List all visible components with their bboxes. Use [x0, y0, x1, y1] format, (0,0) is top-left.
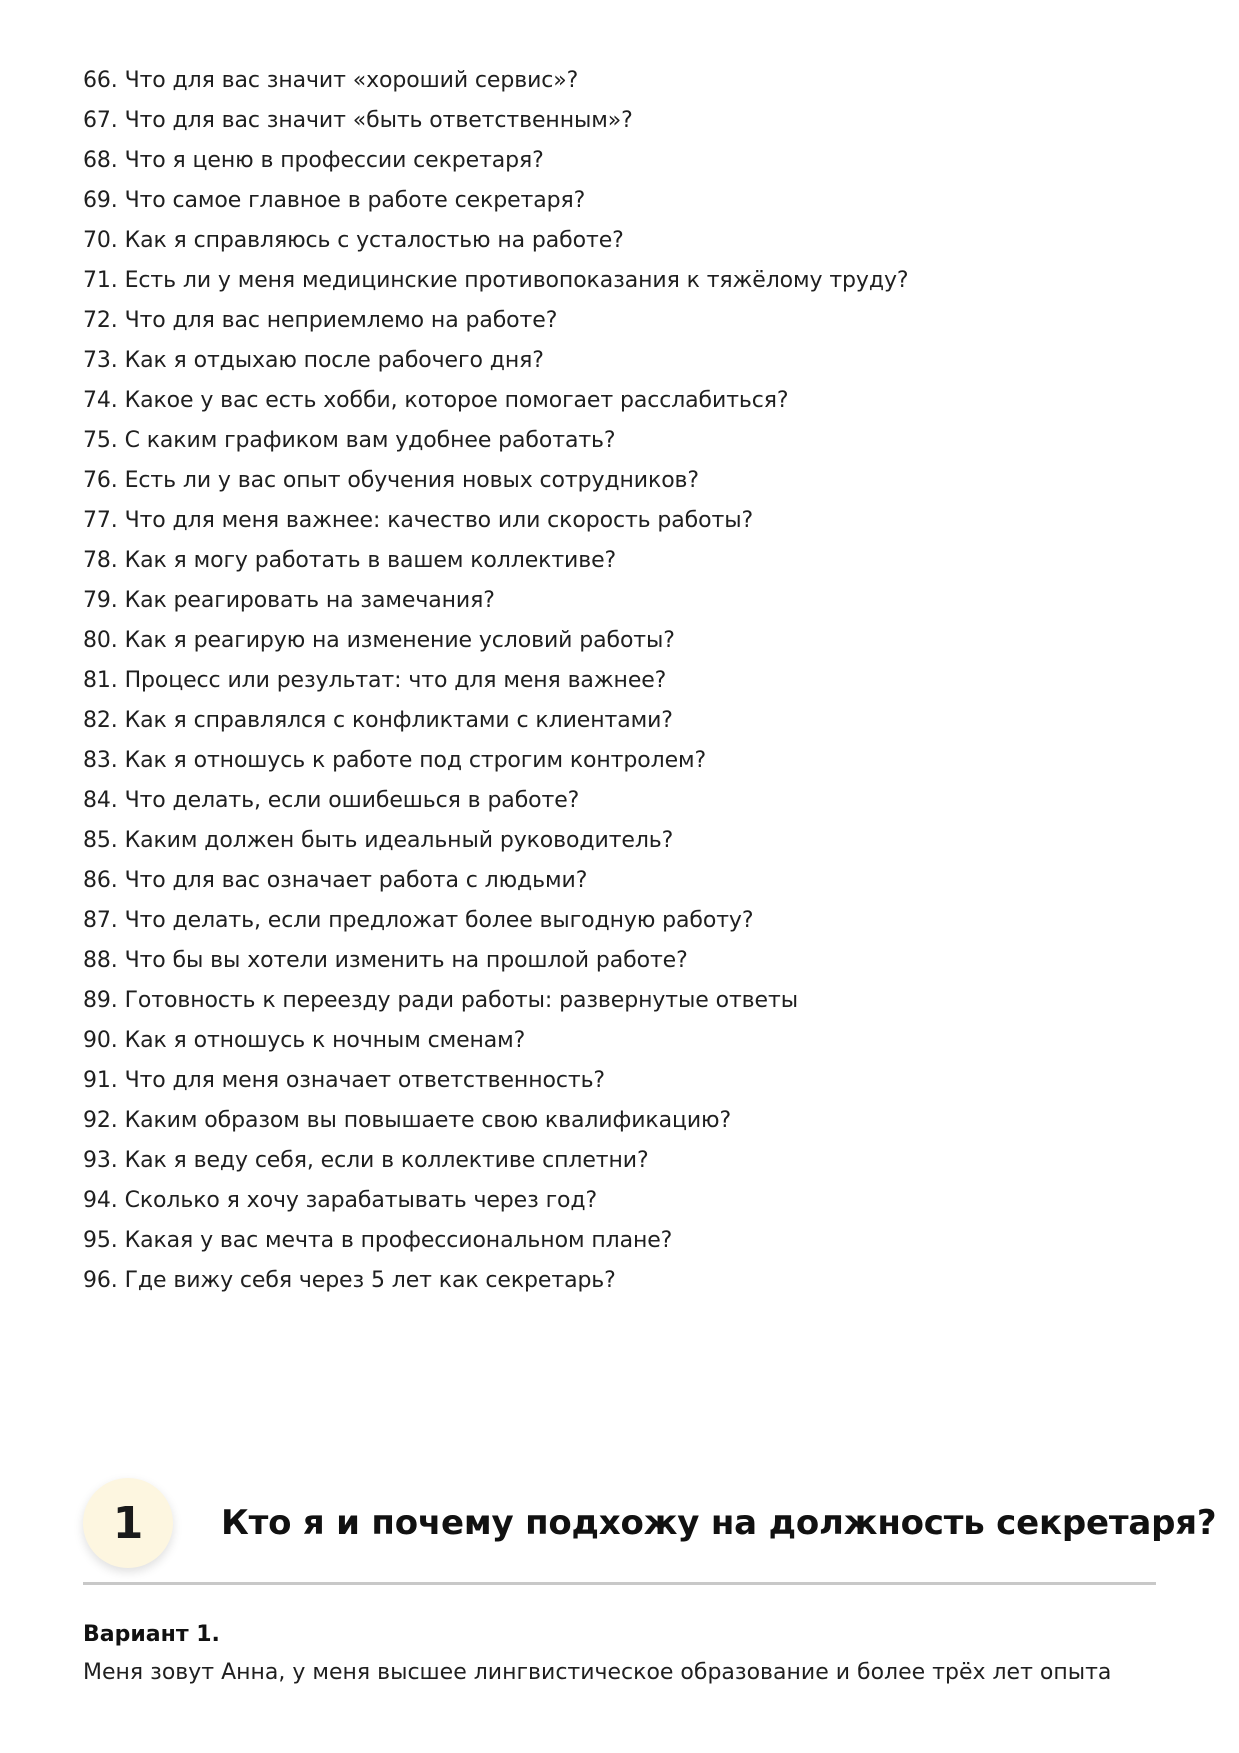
question-item: 87. Что делать, если предложат более выгодную работу?: [83, 908, 754, 933]
question-item: 76. Есть ли у вас опыт обучения новых сотрудников?: [83, 468, 699, 493]
question-item: 94. Сколько я хочу зарабатывать через год?: [83, 1188, 598, 1213]
question-item: 72. Что для вас неприемлемо на работе?: [83, 308, 558, 333]
answer-section: [83, 1478, 1217, 1585]
question-item: 85. Каким должен быть идеальный руководитель?: [83, 828, 674, 853]
section-number-badge: 1: [83, 1478, 173, 1568]
question-item: 77. Что для меня важнее: качество или скорость работы?: [83, 508, 754, 533]
question-item: 67. Что для вас значит «быть ответственным»?: [83, 108, 633, 133]
variant-text: Меня зовут Анна, у меня высшее лингвистическое образование и более трёх лет опыта: [83, 1660, 1112, 1685]
question-item: 96. Где вижу себя через 5 лет как секретарь?: [83, 1268, 616, 1293]
question-item: 81. Процесс или результат: что для меня важнее?: [83, 668, 667, 693]
question-item: 79. Как реагировать на замечания?: [83, 588, 495, 613]
question-item: 68. Что я ценю в профессии секретаря?: [83, 148, 544, 173]
question-item: 75. С каким графиком вам удобнее работать?: [83, 428, 616, 453]
question-item: 70. Как я справляюсь с усталостью на работе?: [83, 228, 624, 253]
question-item: 82. Как я справлялся с конфликтами с клиентами?: [83, 708, 673, 733]
section-title: Кто я и почему подхожу на должность секретаря?: [221, 1503, 1217, 1543]
question-item: 74. Какое у вас есть хобби, которое помогает расслабиться?: [83, 388, 789, 413]
question-item: 90. Как я отношусь к ночным сменам?: [83, 1028, 526, 1053]
question-item: 88. Что бы вы хотели изменить на прошлой работе?: [83, 948, 688, 973]
question-item: 66. Что для вас значит «хороший сервис»?: [83, 68, 579, 93]
question-item: 91. Что для меня означает ответственность?: [83, 1068, 606, 1093]
variant-label: Вариант 1.: [83, 1622, 220, 1647]
question-item: 78. Как я могу работать в вашем коллективе?: [83, 548, 617, 573]
question-item: 95. Какая у вас мечта в профессиональном плане?: [83, 1228, 673, 1253]
section-header: [83, 1478, 1217, 1585]
question-item: 92. Каким образом вы повышаете свою квалификацию?: [83, 1108, 732, 1133]
question-item: 71. Есть ли у меня медицинские противопоказания к тяжёлому труду?: [83, 268, 909, 293]
question-item: 69. Что самое главное в работе секретаря?: [83, 188, 586, 213]
question-item: 93. Как я веду себя, если в коллективе сплетни?: [83, 1148, 649, 1173]
question-item: 84. Что делать, если ошибешься в работе?: [83, 788, 580, 813]
question-item: 89. Готовность к переезду ради работы: развернутые ответы: [83, 988, 798, 1013]
question-list: [83, 61, 908, 1301]
question-item: 80. Как я реагирую на изменение условий работы?: [83, 628, 675, 653]
question-item: 73. Как я отдыхаю после рабочего дня?: [83, 348, 544, 373]
question-item: 86. Что для вас означает работа с людьми?: [83, 868, 588, 893]
question-item: 83. Как я отношусь к работе под строгим контролем?: [83, 748, 707, 773]
